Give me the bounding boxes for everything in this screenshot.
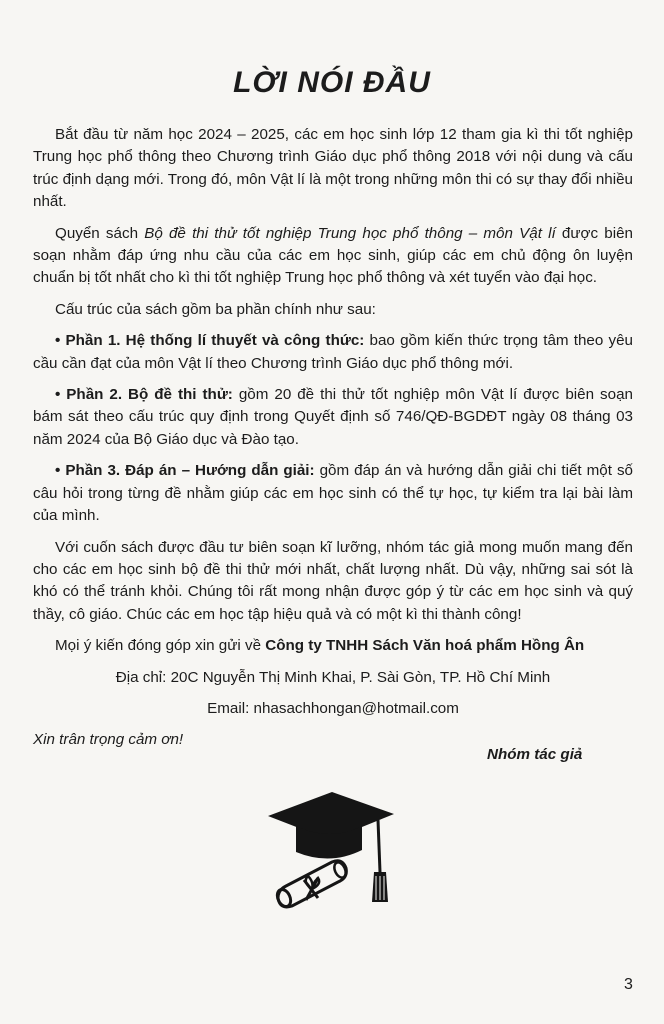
contact-line [33,635,633,657]
author-signature: Nhóm tác giả [487,746,583,763]
paragraph-intro: Bắt đầu từ năm học 2024 – 2025, các em học sinh lớp 12 tham gia kì thi tốt nghiệp Trung học phổ thông theo Chương trình Giáo dục phổ thông 2018 với nội dung và cấu trúc định dạng mới. Trong đó, môn Vật lí là một trong những môn thi có sự thay đổi nhiều nhất. [33,126,633,211]
page-number: 3 [624,976,633,993]
part-3-text: gồm đáp án và hướng dẫn giải chi tiết một số câu hỏi trong từng đề nhằm giúp các em học sinh có thể tự học, tự kiểm tra lại bài làm của mình. [33,462,633,525]
part-1-text: bao gồm kiến thức trọng tâm theo yêu cầu cần đạt của môn Vật lí theo Chương trình Giáo dục phổ thông mới. [33,332,633,372]
book-title: Bộ đề thi thử tốt nghiệp Trung học phổ thông – môn Vật lí [144,224,556,242]
paragraph-structure: Cấu trúc của sách gồm ba phần chính như sau: [55,300,376,318]
address-line: Địa chỉ: 20C Nguyễn Thị Minh Khai, P. Sài Gòn, TP. Hồ Chí Minh [115,668,551,686]
part-2-label: • Phần 2. Bộ đề thi thử: [55,386,233,404]
contact-lead: Mọi ý kiến đóng góp xin gửi về [55,637,266,655]
part-3-label: • Phần 3. Đáp án – Hướng dẫn giải: [55,462,315,480]
part-1-label: • Phần 1. Hệ thống lí thuyết và công thức: [55,332,365,350]
graduation-cap-icon [262,790,397,915]
email-line: Email: nhasachhongan@hotmail.com [207,699,459,717]
part-3 [33,460,633,527]
diploma-scroll-icon [275,861,348,909]
thanks-line: Xin trân trọng cảm ơn! [33,731,184,749]
page-title: LỜI NÓI ĐẦU [233,66,431,99]
preface-body [33,124,633,752]
paragraph-book-rest: được biên soạn nhằm đáp ứng nhu cầu của các em học sinh, giúp các em chủ động ôn luyện chuẩn bị tốt nhất cho kì thi tốt nghiệp Trung học phổ thông và xét tuyển vào đại học. [33,224,633,287]
paragraph-book [33,223,633,290]
part-2-text: gồm 20 đề thi thử tốt nghiệp môn Vật lí được biên soạn bám sát theo cấu trúc quy định trong Quyết định số 746/QĐ-BGDĐT ngày 08 tháng 03 năm 2024 của Bộ Giáo dục và Đào tạo. [33,386,633,448]
paragraph-closing: Với cuốn sách được đầu tư biên soạn kĩ lưỡng, nhóm tác giả mong muốn mang đến cho các em học sinh bộ đề thi thử mới nhất, chất lượng nhất. Dù vậy, những sai sót là khó có thể tránh khỏi. Chúng tôi rất mong nhận được góp ý từ các em học sinh và quý thầy, cô giáo. Chúc các em học tập hiệu quả và có một kì thi thành công! [33,538,633,623]
company-name: Công ty TNHH Sách Văn hoá phẩm Hồng Ân [265,637,585,655]
part-2 [33,384,633,451]
part-1 [33,330,633,375]
paragraph-book-lead: Quyển sách [55,224,145,242]
